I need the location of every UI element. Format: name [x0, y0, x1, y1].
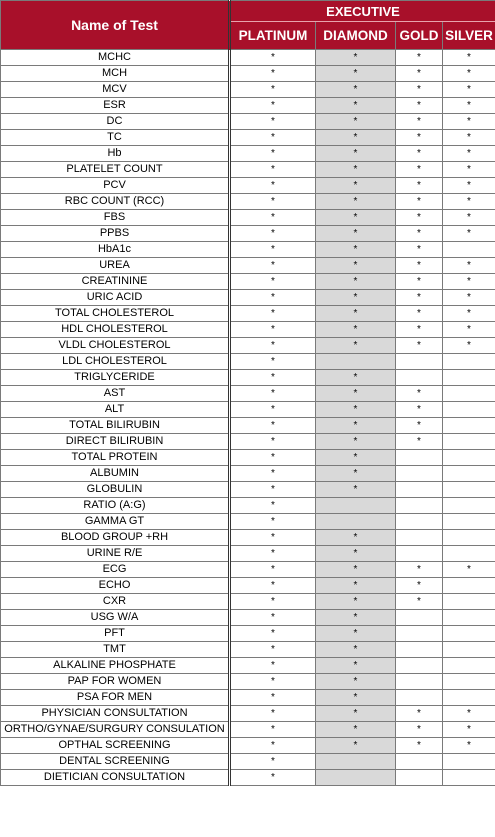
silver-mark-cell: * — [443, 194, 495, 210]
table-row — [1, 626, 495, 642]
table-row — [1, 546, 495, 562]
platinum-mark-cell: * — [230, 450, 316, 466]
diamond-mark-cell: * — [316, 642, 396, 658]
table-row — [1, 706, 495, 722]
platinum-mark-cell: * — [230, 162, 316, 178]
table-row — [1, 226, 495, 242]
diamond-column-header: DIAMOND — [316, 22, 396, 50]
table-row — [1, 722, 495, 738]
platinum-mark-cell: * — [230, 706, 316, 722]
gold-mark-cell — [396, 450, 443, 466]
diamond-mark-cell: * — [316, 98, 396, 114]
test-name-cell: DENTAL SCREENING — [1, 754, 230, 770]
table-row — [1, 402, 495, 418]
table-row — [1, 82, 495, 98]
silver-mark-cell — [443, 370, 495, 386]
gold-mark-cell: * — [396, 274, 443, 290]
test-name-cell: URIC ACID — [1, 290, 230, 306]
test-name-cell: VLDL CHOLESTEROL — [1, 338, 230, 354]
diamond-mark-cell — [316, 770, 396, 786]
table-row — [1, 274, 495, 290]
diamond-mark-cell: * — [316, 306, 396, 322]
diamond-mark-cell: * — [316, 162, 396, 178]
test-name-cell: MCH — [1, 66, 230, 82]
test-name-cell: DIRECT BILIRUBIN — [1, 434, 230, 450]
diamond-mark-cell: * — [316, 626, 396, 642]
gold-mark-cell — [396, 690, 443, 706]
silver-mark-cell — [443, 386, 495, 402]
gold-mark-cell: * — [396, 162, 443, 178]
diamond-mark-cell: * — [316, 466, 396, 482]
diamond-mark-cell — [316, 514, 396, 530]
table-row — [1, 306, 495, 322]
silver-mark-cell — [443, 690, 495, 706]
table-row — [1, 338, 495, 354]
diamond-mark-cell: * — [316, 706, 396, 722]
test-name-cell: UREA — [1, 258, 230, 274]
table-row — [1, 770, 495, 786]
test-name-cell: FBS — [1, 210, 230, 226]
test-name-cell: PAP FOR WOMEN — [1, 674, 230, 690]
gold-mark-cell: * — [396, 210, 443, 226]
table-row — [1, 610, 495, 626]
gold-mark-cell — [396, 610, 443, 626]
platinum-mark-cell: * — [230, 498, 316, 514]
silver-mark-cell: * — [443, 130, 495, 146]
platinum-mark-cell: * — [230, 370, 316, 386]
gold-mark-cell: * — [396, 82, 443, 98]
diamond-mark-cell: * — [316, 290, 396, 306]
platinum-mark-cell: * — [230, 194, 316, 210]
silver-mark-cell: * — [443, 82, 495, 98]
silver-mark-cell — [443, 434, 495, 450]
test-name-cell: PHYSICIAN CONSULTATION — [1, 706, 230, 722]
gold-mark-cell — [396, 626, 443, 642]
test-name-cell: AST — [1, 386, 230, 402]
platinum-mark-cell: * — [230, 402, 316, 418]
diamond-mark-cell: * — [316, 210, 396, 226]
gold-mark-cell: * — [396, 418, 443, 434]
silver-column-header: SILVER — [443, 22, 495, 50]
silver-mark-cell — [443, 514, 495, 530]
diamond-mark-cell — [316, 354, 396, 370]
gold-mark-cell — [396, 658, 443, 674]
test-name-cell: TOTAL BILIRUBIN — [1, 418, 230, 434]
table-row — [1, 162, 495, 178]
table-row — [1, 194, 495, 210]
silver-mark-cell: * — [443, 226, 495, 242]
test-name-cell: ALBUMIN — [1, 466, 230, 482]
table-row — [1, 466, 495, 482]
diamond-mark-cell: * — [316, 738, 396, 754]
test-name-cell: URINE R/E — [1, 546, 230, 562]
gold-mark-cell: * — [396, 738, 443, 754]
table-row — [1, 290, 495, 306]
platinum-mark-cell: * — [230, 290, 316, 306]
gold-mark-cell — [396, 642, 443, 658]
gold-mark-cell — [396, 370, 443, 386]
platinum-mark-cell: * — [230, 130, 316, 146]
diamond-mark-cell: * — [316, 130, 396, 146]
test-name-cell: ALKALINE PHOSPHATE — [1, 658, 230, 674]
test-name-cell: TC — [1, 130, 230, 146]
silver-mark-cell — [443, 354, 495, 370]
test-name-cell: DC — [1, 114, 230, 130]
platinum-mark-cell: * — [230, 626, 316, 642]
platinum-mark-cell: * — [230, 66, 316, 82]
test-name-cell: GLOBULIN — [1, 482, 230, 498]
platinum-mark-cell: * — [230, 258, 316, 274]
gold-mark-cell: * — [396, 242, 443, 258]
test-name-cell: USG W/A — [1, 610, 230, 626]
diamond-mark-cell: * — [316, 242, 396, 258]
diamond-mark-cell: * — [316, 402, 396, 418]
platinum-mark-cell: * — [230, 594, 316, 610]
table-row — [1, 98, 495, 114]
table-row — [1, 114, 495, 130]
gold-mark-cell: * — [396, 178, 443, 194]
diamond-mark-cell: * — [316, 482, 396, 498]
silver-mark-cell: * — [443, 706, 495, 722]
test-name-cell: ALT — [1, 402, 230, 418]
diamond-mark-cell — [316, 754, 396, 770]
silver-mark-cell — [443, 642, 495, 658]
gold-mark-cell: * — [396, 194, 443, 210]
table-row — [1, 130, 495, 146]
table-row — [1, 754, 495, 770]
diamond-mark-cell: * — [316, 386, 396, 402]
table-row — [1, 322, 495, 338]
platinum-mark-cell: * — [230, 114, 316, 130]
gold-mark-cell: * — [396, 338, 443, 354]
silver-mark-cell: * — [443, 178, 495, 194]
test-name-cell: ORTHO/GYNAE/SURGURY CONSULATION — [1, 722, 230, 738]
table-row — [1, 674, 495, 690]
gold-mark-cell — [396, 466, 443, 482]
table-row — [1, 50, 495, 66]
table-row — [1, 482, 495, 498]
executive-group-header: EXECUTIVE — [230, 1, 495, 22]
platinum-mark-cell: * — [230, 642, 316, 658]
table-row — [1, 642, 495, 658]
gold-mark-cell: * — [396, 578, 443, 594]
silver-mark-cell: * — [443, 98, 495, 114]
diamond-mark-cell: * — [316, 370, 396, 386]
diamond-mark-cell: * — [316, 226, 396, 242]
silver-mark-cell — [443, 546, 495, 562]
table-row — [1, 370, 495, 386]
table-row — [1, 354, 495, 370]
diamond-mark-cell: * — [316, 530, 396, 546]
gold-mark-cell — [396, 674, 443, 690]
silver-mark-cell — [443, 482, 495, 498]
test-name-cell: CXR — [1, 594, 230, 610]
silver-mark-cell: * — [443, 66, 495, 82]
silver-mark-cell — [443, 466, 495, 482]
test-name-cell: PFT — [1, 626, 230, 642]
test-table-body — [1, 50, 495, 786]
silver-mark-cell — [443, 626, 495, 642]
platinum-mark-cell: * — [230, 578, 316, 594]
diamond-mark-cell: * — [316, 178, 396, 194]
gold-mark-cell — [396, 354, 443, 370]
platinum-mark-cell: * — [230, 178, 316, 194]
diamond-mark-cell: * — [316, 50, 396, 66]
platinum-mark-cell: * — [230, 386, 316, 402]
silver-mark-cell — [443, 242, 495, 258]
platinum-mark-cell: * — [230, 466, 316, 482]
silver-mark-cell: * — [443, 114, 495, 130]
platinum-mark-cell: * — [230, 338, 316, 354]
gold-mark-cell — [396, 770, 443, 786]
diamond-mark-cell: * — [316, 258, 396, 274]
silver-mark-cell: * — [443, 162, 495, 178]
table-row — [1, 498, 495, 514]
gold-mark-cell: * — [396, 114, 443, 130]
gold-mark-cell — [396, 754, 443, 770]
test-name-cell: BLOOD GROUP +RH — [1, 530, 230, 546]
silver-mark-cell — [443, 610, 495, 626]
gold-mark-cell: * — [396, 98, 443, 114]
diamond-mark-cell: * — [316, 338, 396, 354]
silver-mark-cell — [443, 498, 495, 514]
test-name-cell: TMT — [1, 642, 230, 658]
platinum-mark-cell: * — [230, 274, 316, 290]
silver-mark-cell: * — [443, 290, 495, 306]
gold-mark-cell: * — [396, 402, 443, 418]
diamond-mark-cell: * — [316, 578, 396, 594]
platinum-column-header: PLATINUM — [230, 22, 316, 50]
platinum-mark-cell: * — [230, 418, 316, 434]
silver-mark-cell — [443, 418, 495, 434]
diamond-mark-cell: * — [316, 610, 396, 626]
silver-mark-cell — [443, 754, 495, 770]
platinum-mark-cell: * — [230, 530, 316, 546]
test-name-cell: RBC COUNT (RCC) — [1, 194, 230, 210]
diamond-mark-cell: * — [316, 546, 396, 562]
diamond-mark-cell: * — [316, 146, 396, 162]
test-name-cell: MCV — [1, 82, 230, 98]
silver-mark-cell: * — [443, 274, 495, 290]
diamond-mark-cell: * — [316, 114, 396, 130]
gold-mark-cell: * — [396, 146, 443, 162]
silver-mark-cell: * — [443, 322, 495, 338]
test-name-cell: HDL CHOLESTEROL — [1, 322, 230, 338]
gold-mark-cell: * — [396, 290, 443, 306]
table-row — [1, 386, 495, 402]
diamond-mark-cell: * — [316, 418, 396, 434]
diamond-mark-cell: * — [316, 658, 396, 674]
platinum-mark-cell: * — [230, 306, 316, 322]
test-name-cell: PSA FOR MEN — [1, 690, 230, 706]
test-name-cell: LDL CHOLESTEROL — [1, 354, 230, 370]
test-name-cell: ECHO — [1, 578, 230, 594]
silver-mark-cell: * — [443, 738, 495, 754]
gold-mark-cell: * — [396, 258, 443, 274]
table-row — [1, 146, 495, 162]
test-name-cell: RATIO (A:G) — [1, 498, 230, 514]
gold-mark-cell — [396, 530, 443, 546]
diamond-mark-cell: * — [316, 194, 396, 210]
test-name-cell: ECG — [1, 562, 230, 578]
platinum-mark-cell: * — [230, 658, 316, 674]
diamond-mark-cell: * — [316, 722, 396, 738]
silver-mark-cell: * — [443, 562, 495, 578]
platinum-mark-cell: * — [230, 226, 316, 242]
table-row — [1, 594, 495, 610]
test-name-cell: OPTHAL SCREENING — [1, 738, 230, 754]
diamond-mark-cell: * — [316, 82, 396, 98]
test-name-cell: TOTAL PROTEIN — [1, 450, 230, 466]
table-row — [1, 578, 495, 594]
table-row — [1, 738, 495, 754]
name-of-test-header: Name of Test — [1, 1, 230, 50]
gold-mark-cell — [396, 498, 443, 514]
silver-mark-cell: * — [443, 50, 495, 66]
platinum-mark-cell: * — [230, 546, 316, 562]
gold-mark-cell: * — [396, 434, 443, 450]
silver-mark-cell: * — [443, 210, 495, 226]
gold-mark-cell: * — [396, 130, 443, 146]
table-row — [1, 242, 495, 258]
platinum-mark-cell: * — [230, 738, 316, 754]
table-row — [1, 418, 495, 434]
platinum-mark-cell: * — [230, 322, 316, 338]
silver-mark-cell — [443, 402, 495, 418]
diamond-mark-cell: * — [316, 562, 396, 578]
silver-mark-cell: * — [443, 338, 495, 354]
platinum-mark-cell: * — [230, 754, 316, 770]
silver-mark-cell: * — [443, 306, 495, 322]
platinum-mark-cell: * — [230, 242, 316, 258]
platinum-mark-cell: * — [230, 562, 316, 578]
diamond-mark-cell: * — [316, 674, 396, 690]
table-row — [1, 658, 495, 674]
silver-mark-cell — [443, 674, 495, 690]
diamond-mark-cell: * — [316, 66, 396, 82]
gold-mark-cell: * — [396, 706, 443, 722]
platinum-mark-cell: * — [230, 514, 316, 530]
silver-mark-cell — [443, 594, 495, 610]
table-row — [1, 514, 495, 530]
silver-mark-cell: * — [443, 146, 495, 162]
diamond-mark-cell: * — [316, 274, 396, 290]
test-name-cell: GAMMA GT — [1, 514, 230, 530]
table-row — [1, 562, 495, 578]
test-name-cell: CREATININE — [1, 274, 230, 290]
platinum-mark-cell: * — [230, 98, 316, 114]
gold-mark-cell: * — [396, 66, 443, 82]
platinum-mark-cell: * — [230, 82, 316, 98]
test-name-cell: TRIGLYCERIDE — [1, 370, 230, 386]
diamond-mark-cell: * — [316, 690, 396, 706]
gold-mark-cell: * — [396, 226, 443, 242]
gold-mark-cell — [396, 514, 443, 530]
platinum-mark-cell: * — [230, 690, 316, 706]
gold-mark-cell: * — [396, 50, 443, 66]
silver-mark-cell: * — [443, 722, 495, 738]
test-name-cell: PPBS — [1, 226, 230, 242]
diamond-mark-cell: * — [316, 450, 396, 466]
gold-mark-cell: * — [396, 306, 443, 322]
table-row — [1, 530, 495, 546]
test-name-cell: Hb — [1, 146, 230, 162]
test-name-cell: TOTAL CHOLESTEROL — [1, 306, 230, 322]
platinum-mark-cell: * — [230, 674, 316, 690]
platinum-mark-cell: * — [230, 722, 316, 738]
table-row — [1, 178, 495, 194]
silver-mark-cell — [443, 658, 495, 674]
gold-mark-cell — [396, 546, 443, 562]
gold-mark-cell: * — [396, 322, 443, 338]
test-name-cell: PCV — [1, 178, 230, 194]
platinum-mark-cell: * — [230, 770, 316, 786]
platinum-mark-cell: * — [230, 610, 316, 626]
test-name-cell: HbA1c — [1, 242, 230, 258]
gold-mark-cell: * — [396, 386, 443, 402]
silver-mark-cell: * — [443, 258, 495, 274]
platinum-mark-cell: * — [230, 434, 316, 450]
platinum-mark-cell: * — [230, 210, 316, 226]
silver-mark-cell — [443, 450, 495, 466]
silver-mark-cell — [443, 578, 495, 594]
test-name-cell: MCHC — [1, 50, 230, 66]
gold-mark-cell: * — [396, 594, 443, 610]
diamond-mark-cell: * — [316, 434, 396, 450]
table-row — [1, 434, 495, 450]
gold-mark-cell: * — [396, 562, 443, 578]
table-row — [1, 450, 495, 466]
diamond-mark-cell — [316, 498, 396, 514]
platinum-mark-cell: * — [230, 354, 316, 370]
diamond-mark-cell: * — [316, 594, 396, 610]
test-name-cell: PLATELET COUNT — [1, 162, 230, 178]
platinum-mark-cell: * — [230, 482, 316, 498]
table-row — [1, 690, 495, 706]
diamond-mark-cell: * — [316, 322, 396, 338]
platinum-mark-cell: * — [230, 50, 316, 66]
table-row — [1, 66, 495, 82]
silver-mark-cell — [443, 770, 495, 786]
gold-mark-cell: * — [396, 722, 443, 738]
table-row — [1, 210, 495, 226]
silver-mark-cell — [443, 530, 495, 546]
gold-column-header: GOLD — [396, 22, 443, 50]
platinum-mark-cell: * — [230, 146, 316, 162]
test-name-cell: ESR — [1, 98, 230, 114]
gold-mark-cell — [396, 482, 443, 498]
test-name-cell: DIETICIAN CONSULTATION — [1, 770, 230, 786]
table-row — [1, 258, 495, 274]
